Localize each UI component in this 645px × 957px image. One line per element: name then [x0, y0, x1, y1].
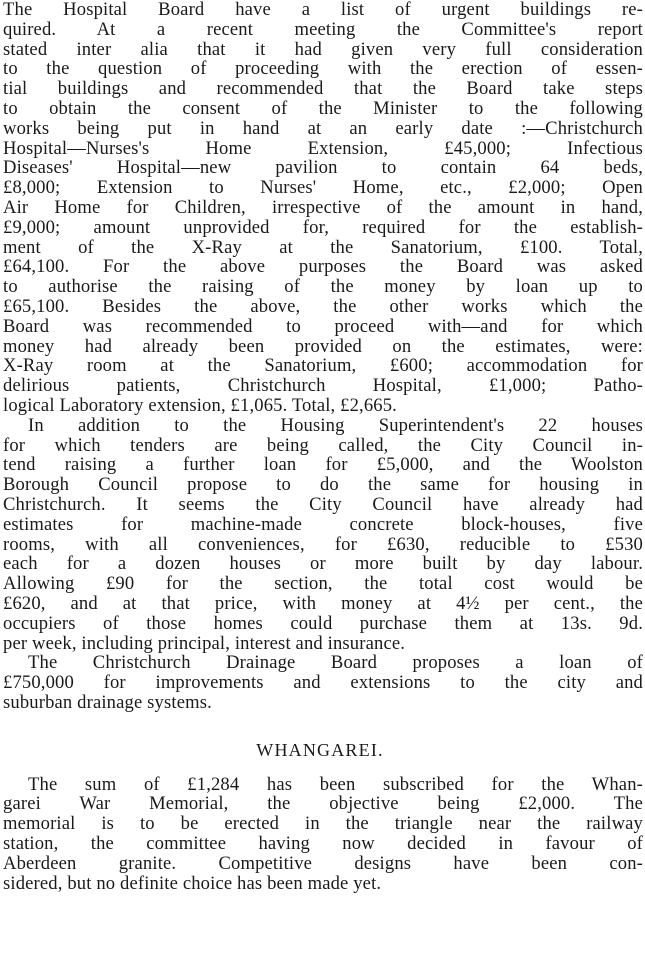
text-line: works being put in hand at an early date :—Christchurch [3, 118, 643, 139]
text-line: In addition to the Housing Superintendent's 22 houses [28, 415, 643, 436]
text-line: stated inter alia that it had given very full consideration [3, 39, 643, 60]
text-line: to the question of proceeding with the erection of essen- [3, 59, 643, 80]
text-line: sidered, but no definite choice has been made yet. [3, 873, 382, 894]
text-line: X-Ray room at the Sanatorium, £600; accommodation for [3, 356, 643, 377]
text-line: logical Laboratory extension, £1,065. Total, £2,665. [3, 395, 397, 416]
text-line: Air Home for Children, irrespective of the amount in hand, [3, 197, 643, 218]
text-line: Board was recommended to proceed with—and for which [3, 316, 643, 337]
text-line: rooms, with all conveniences, for £630, reducible to £530 [3, 534, 643, 555]
text-line: The Christchurch Drainage Board proposes a loan of [28, 653, 643, 674]
section-heading: WHANGAREI. [256, 739, 384, 760]
text-line: Allowing £90 for the section, the total cost would be [3, 574, 643, 594]
text-line: estimates for machine-made concrete block-houses, five [3, 514, 643, 535]
text-line: each for a dozen houses or more built by day labour. [3, 554, 643, 575]
housing-paragraph [3, 416, 643, 654]
text-line: per week, including principal, interest and insurance. [3, 633, 406, 654]
text-column [3, 0, 643, 893]
text-line: occupiers of those homes could purchase them at 13s. 9d. [3, 613, 643, 634]
text-line: station, the committee having now decided in favour of [3, 834, 643, 854]
text-line: quired. At a recent meeting the Committee's report [3, 19, 643, 40]
drainage-paragraph [3, 653, 643, 712]
whangarei-paragraph [3, 775, 643, 894]
text-line: £9,000; amount unprovided for, required for the establish- [3, 217, 643, 238]
hospital-board-paragraph [3, 0, 643, 416]
text-line: tend raising a further loan for £5,000, and the Woolston [3, 455, 643, 476]
text-line: to obtain the consent of the Minister to the following [3, 98, 643, 119]
text-line: Borough Council propose to do the same for housing in [3, 475, 643, 495]
text-line: £8,000; Extension to Nurses' Home, etc., £2,000; Open [3, 178, 643, 198]
text-line: Aberdeen granite. Competitive designs have been con- [3, 853, 643, 874]
text-line: £620, and at that price, with money at 4½ per cent., the [3, 593, 643, 614]
text-line: suburban drainage systems. [3, 692, 212, 713]
text-line: money had already been provided on the estimates, were: [3, 336, 643, 357]
text-line: garei War Memorial, the objective being £2,000. The [3, 794, 643, 815]
text-line: £64,100. For the above purposes the Board was asked [3, 257, 643, 278]
text-line: delirious patients, Christchurch Hospital, £1,000; Patho- [3, 376, 643, 396]
text-line: Diseases' Hospital—new pavilion to contain 64 beds, [3, 158, 643, 179]
text-line: The sum of £1,284 has been subscribed for the Whan- [28, 774, 643, 795]
text-line: to authorise the raising of the money by loan up to [3, 277, 643, 297]
text-line: Christchurch. It seems the City Council have already had [3, 494, 643, 515]
text-line: The Hospital Board have a list of urgent buildings re- [3, 0, 643, 20]
text-line: for which tenders are being called, the City Council in- [3, 435, 643, 456]
text-line: £750,000 for improvements and extensions to the city and [3, 673, 643, 693]
text-line: Hospital—Nurses's Home Extension, £45,000; Infectious [3, 138, 643, 159]
text-line: £65,100. Besides the above, the other works which the [3, 296, 643, 317]
text-line: ment of the X-Ray at the Sanatorium, £100. Total, [3, 237, 643, 258]
text-line: tial buildings and recommended that the Board take steps [3, 79, 643, 99]
text-line: memorial is to be erected in the triangle near the railway [3, 814, 643, 835]
